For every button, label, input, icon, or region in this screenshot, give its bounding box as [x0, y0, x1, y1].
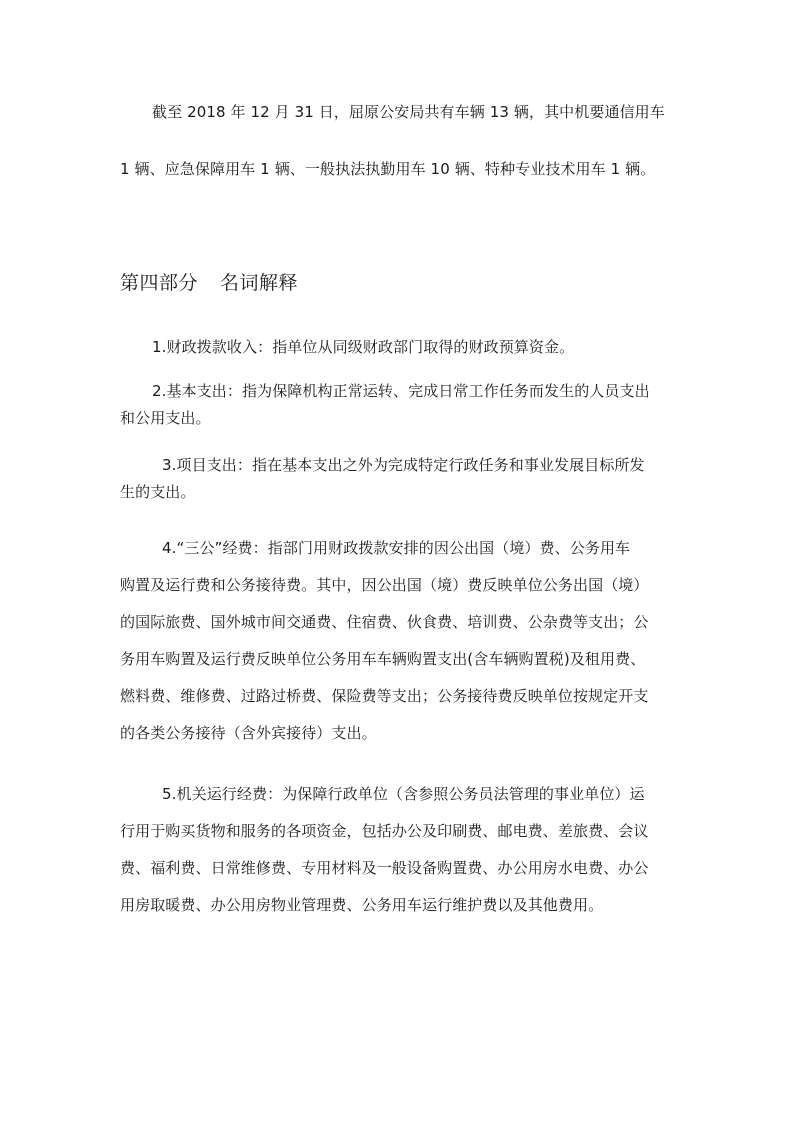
term-5-line-2: 行用于购买货物和服务的各项资金，包括办公及印刷费、邮电费、差旅费、会议	[120, 822, 649, 840]
term-4-line-1: 4.“三公”经费：指部门用财政拨款安排的因公出国（境）费、公务用车	[162, 539, 631, 557]
term-4-line-2: 购置及运行费和公务接待费。其中，因公出国（境）费反映单位公务出国（境）	[120, 576, 649, 594]
term-2-line-1: 2.基本支出：指为保障机构正常运转、完成日常工作任务而发生的人员支出	[152, 382, 650, 400]
term-5-line-4: 用房取暖费、办公用房物业管理费、公务用车运行维护费以及其他费用。	[120, 896, 604, 914]
section-heading	[120, 270, 298, 296]
term-5-line-3: 费、福利费、日常维修费、专用材料及一般设备购置费、办公用房水电费、办公	[120, 859, 649, 877]
term-4-line-6: 的各类公务接待（含外宾接待）支出。	[120, 724, 377, 742]
term-4-line-4: 务用车购置及运行费反映单位公务用车车辆购置支出(含车辆购置税)及租用费、	[120, 650, 646, 668]
term-1-line-1: 1.财政拨款收入：指单位从同级财政部门取得的财政预算资金。	[152, 338, 575, 356]
term-3-line-2: 生的支出。	[120, 483, 196, 501]
vehicles-line-2: 1 辆、应急保障用车 1 辆、一般执法执勤用车 10 辆、特种专业技术用车 1 辆。	[120, 160, 656, 178]
term-3-line-1: 3.项目支出：指在基本支出之外为完成特定行政任务和事业发展目标所发	[162, 456, 645, 474]
term-2-line-2: 和公用支出。	[120, 409, 211, 427]
section-title: 名词解释	[220, 272, 299, 294]
term-5-line-1: 5.机关运行经费：为保障行政单位（含参照公务员法管理的事业单位）运	[162, 785, 645, 803]
section-part-label: 第四部分	[120, 272, 199, 294]
vehicles-line-1: 截至 2018 年 12 月 31 日，屈原公安局共有车辆 13 辆，其中机要通信用车	[152, 103, 665, 121]
term-4-line-5: 燃料费、维修费、过路过桥费、保险费等支出；公务接待费反映单位按规定开支	[120, 687, 649, 705]
term-4-line-3: 的国际旅费、国外城市间交通费、住宿费、伙食费、培训费、公杂费等支出；公	[120, 613, 649, 631]
